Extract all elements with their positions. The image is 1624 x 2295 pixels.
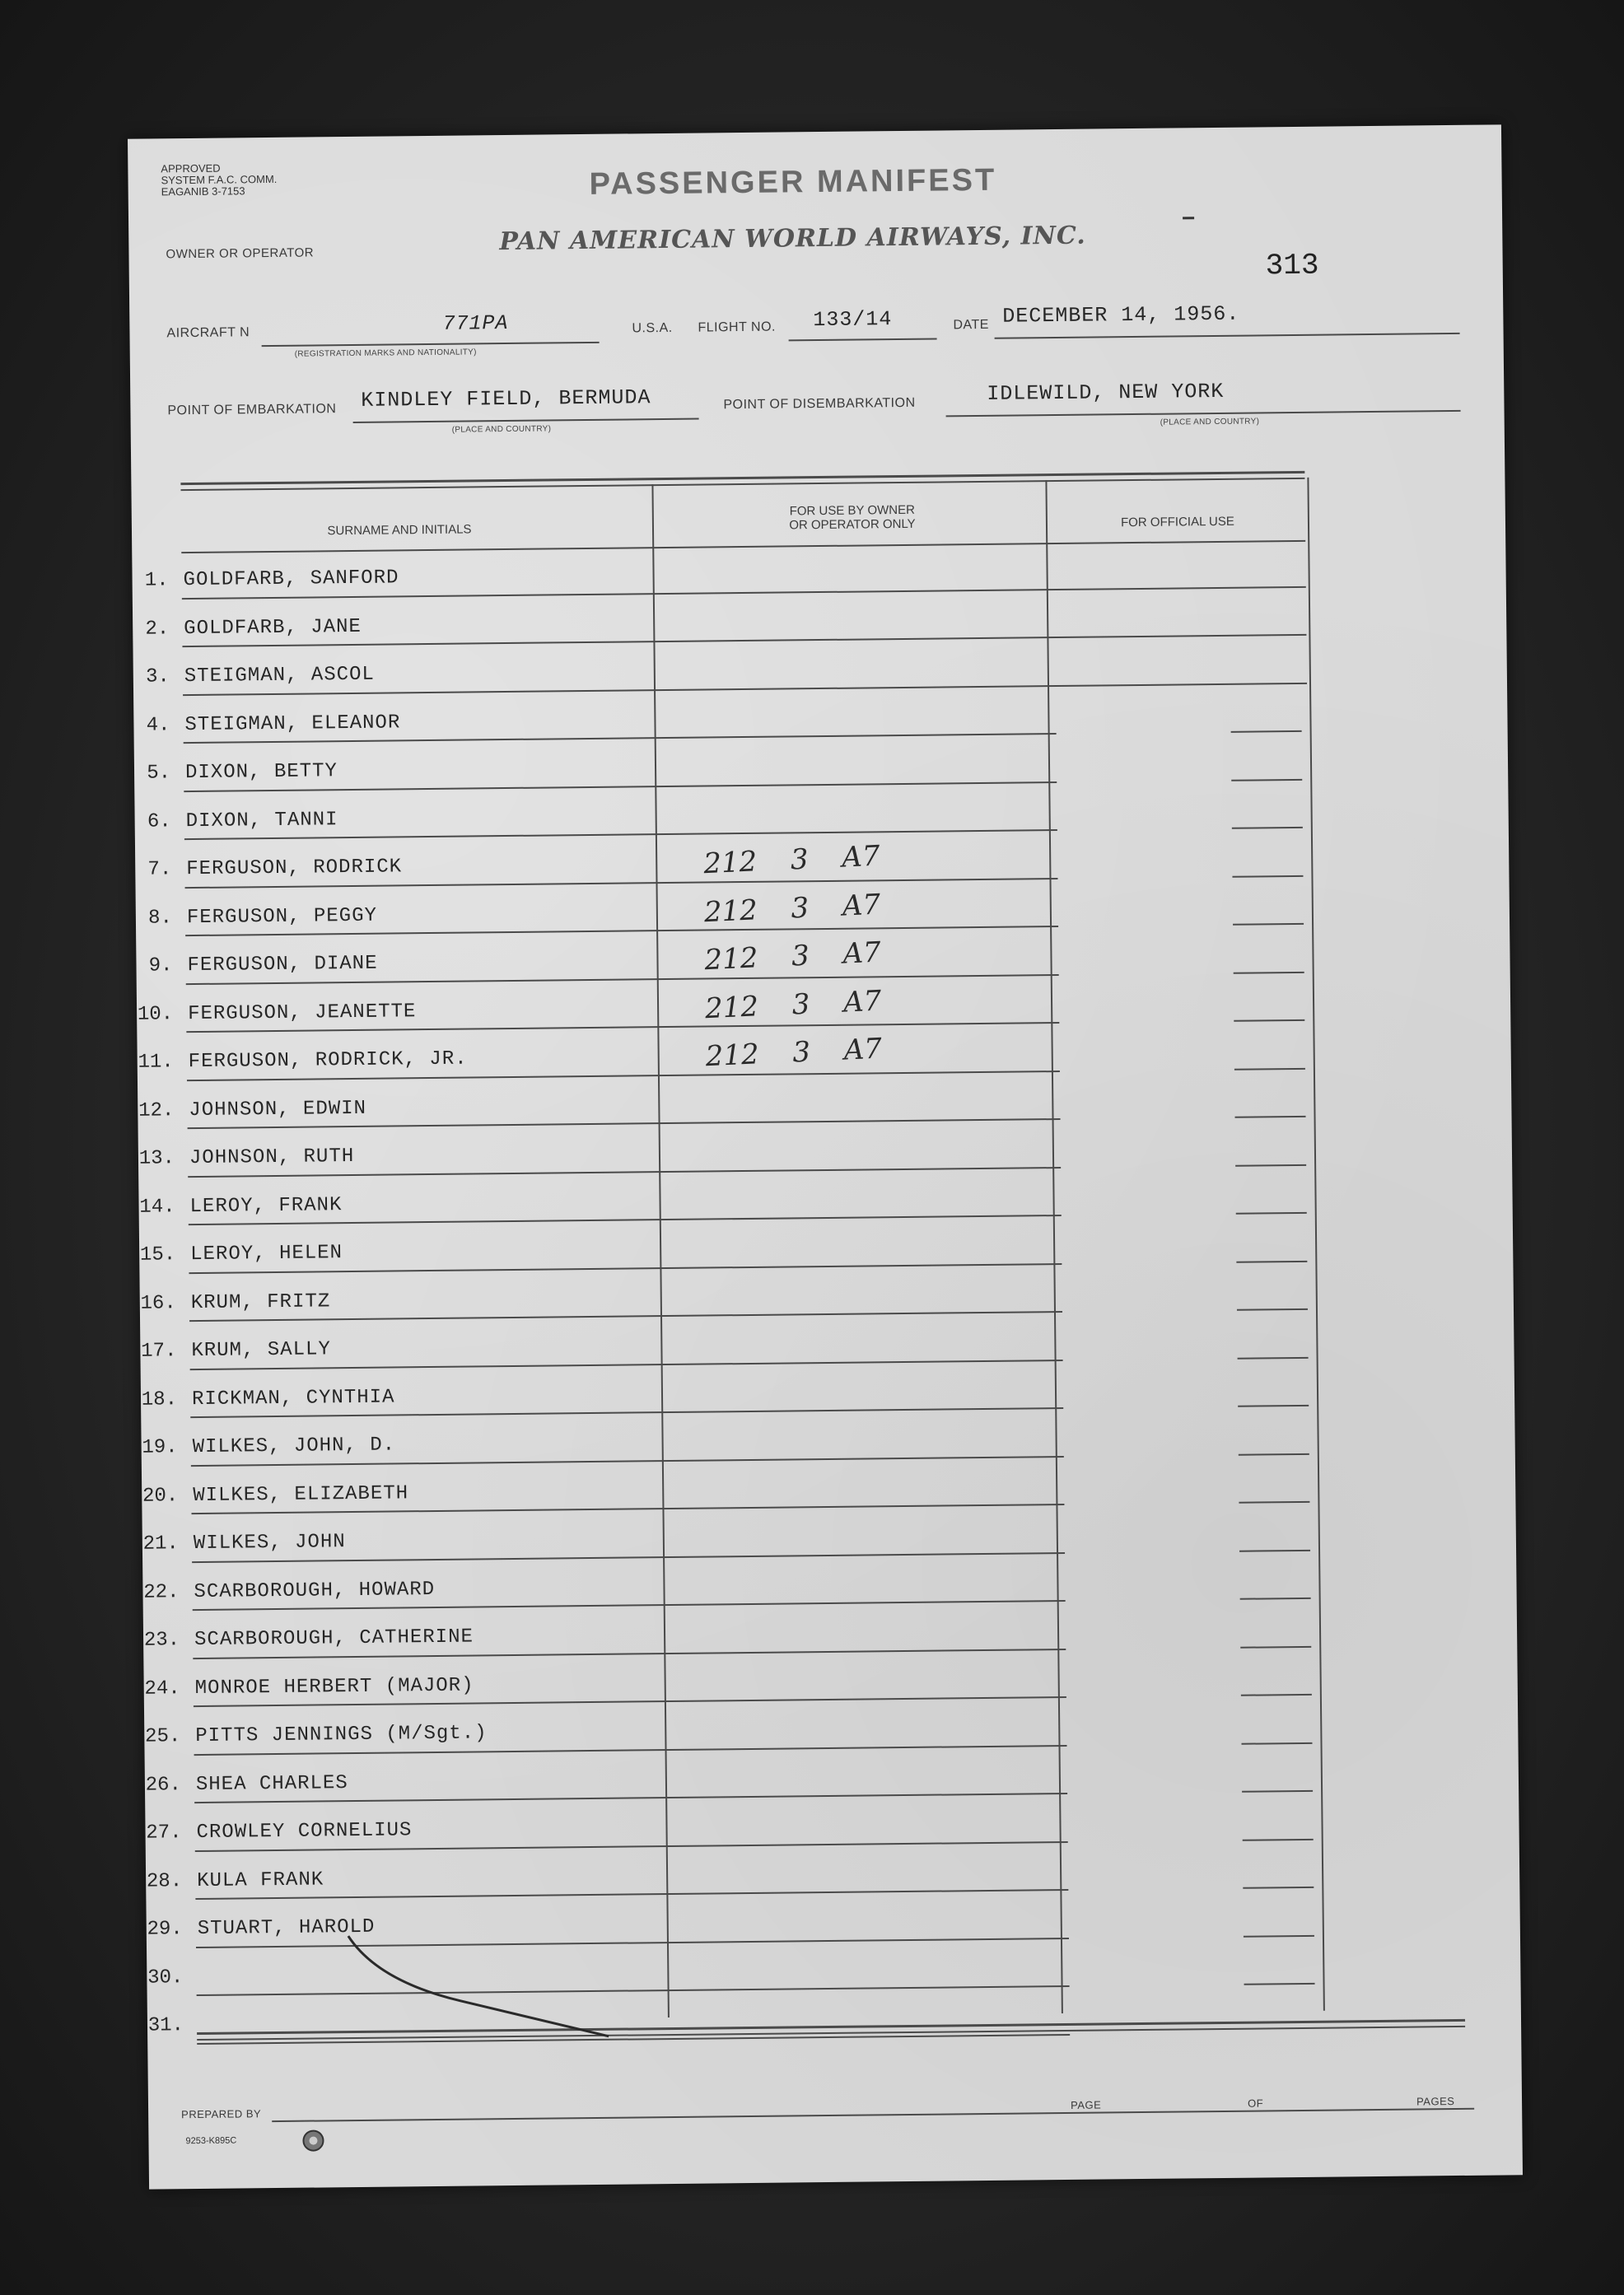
row-number: 25. <box>144 1725 181 1748</box>
official-use-dash <box>1234 1019 1304 1022</box>
passenger-name: FERGUSON, PEGGY <box>186 904 378 929</box>
column-divider <box>1307 478 1324 2011</box>
column-divider <box>1045 480 1062 2013</box>
row-number: 5. <box>147 762 171 785</box>
row-rule <box>189 1311 1062 1322</box>
date-label: DATE <box>953 317 990 333</box>
row-number: 10. <box>137 1002 174 1026</box>
prepared-label: PREPARED BY <box>181 2107 262 2121</box>
operator-note: 212 3 A7 <box>704 1032 883 1074</box>
official-use-dash <box>1238 1356 1309 1359</box>
aircraft-underline <box>262 342 600 347</box>
row-rule <box>192 1551 1065 1562</box>
row-number: 14. <box>139 1195 175 1219</box>
row-rule <box>194 1696 1066 1707</box>
pages-label: PAGES <box>1416 2095 1455 2108</box>
official-use-dash <box>1235 1116 1306 1118</box>
operator-note: 212 3 A7 <box>703 888 881 929</box>
row-rule <box>185 926 1058 936</box>
row-number: 24. <box>144 1677 180 1700</box>
embark-sublabel: (PLACE AND COUNTRY) <box>451 424 552 435</box>
official-use-dash <box>1232 875 1303 877</box>
passenger-name: WILKES, JOHN <box>193 1531 346 1556</box>
row-rule <box>193 1600 1066 1611</box>
row-rule <box>190 1407 1063 1418</box>
embark-value: KINDLEY FIELD, BERMUDA <box>361 385 651 413</box>
row-rule <box>194 1793 1067 1803</box>
official-use-dash <box>1244 1983 1315 1985</box>
column-divider <box>651 484 669 2017</box>
row-rule <box>184 829 1057 840</box>
official-use-dash <box>1240 1598 1311 1600</box>
page-label: PAGE <box>1070 2098 1102 2111</box>
row-number: 7. <box>147 858 172 881</box>
passenger-name: DIXON, TANNI <box>185 808 338 833</box>
cancellation-stroke <box>344 1929 617 2047</box>
official-use-dash <box>1235 1164 1306 1166</box>
form-code: 9253-K895C <box>185 2135 237 2147</box>
passenger-name: STEIGMAN, ELEANOR <box>184 711 401 736</box>
passenger-name: STUART, HAROLD <box>197 1915 376 1941</box>
row-number: 22. <box>143 1580 180 1604</box>
row-number: 11. <box>138 1051 174 1074</box>
operator-note: 212 3 A7 <box>703 935 882 977</box>
row-number: 18. <box>141 1388 178 1411</box>
header-surname: SURNAME AND INITIALS <box>327 522 472 539</box>
passenger-name: CROWLEY CORNELIUS <box>196 1819 413 1845</box>
official-use-dash <box>1243 1887 1314 1889</box>
row-number: 26. <box>145 1773 182 1797</box>
row-rule <box>184 781 1057 792</box>
passenger-name: MONROE HERBERT (MAJOR) <box>194 1674 474 1700</box>
passenger-name: WILKES, ELIZABETH <box>193 1481 409 1507</box>
passenger-name: KRUM, SALLY <box>191 1338 331 1363</box>
row-rule <box>196 1937 1069 1947</box>
row-number: 4. <box>146 713 170 737</box>
row-number: 19. <box>142 1436 178 1459</box>
row-number: 30. <box>147 1966 184 1989</box>
row-rule <box>195 1889 1068 1900</box>
owner-label: OWNER OR OPERATOR <box>166 245 315 262</box>
page-number: 313 <box>1265 248 1319 283</box>
embark-underline <box>353 418 699 423</box>
of-label: OF <box>1247 2097 1264 2110</box>
row-rule <box>187 1071 1060 1081</box>
flight-value: 133/14 <box>813 307 893 333</box>
cancellation-path <box>348 1933 609 2039</box>
passenger-name: FERGUSON, DIANE <box>187 952 378 977</box>
usa-label: U.S.A. <box>632 320 673 336</box>
row-number: 6. <box>147 809 171 833</box>
official-use-dash <box>1232 827 1303 829</box>
row-rule <box>185 878 1058 889</box>
passenger-name: RICKMAN, CYNTHIA <box>191 1385 395 1411</box>
official-use-dash <box>1233 923 1304 926</box>
passenger-name: GOLDFARB, JANE <box>184 615 362 640</box>
official-use-dash <box>1241 1742 1312 1744</box>
header-owner <box>659 501 1046 534</box>
row-number: 17. <box>141 1340 177 1363</box>
passenger-name: FERGUSON, JEANETTE <box>187 1000 417 1025</box>
row-rule <box>191 1455 1064 1466</box>
row-number: 28. <box>146 1869 183 1893</box>
official-use-dash <box>1244 1934 1314 1937</box>
passenger-name: KRUM, FRITZ <box>190 1290 331 1314</box>
row-rule <box>190 1359 1063 1369</box>
row-rule <box>188 1118 1061 1129</box>
operator-note: 212 3 A7 <box>704 984 883 1025</box>
disembark-underline <box>946 410 1461 417</box>
official-use-dash <box>1239 1453 1309 1455</box>
row-number: 15. <box>139 1243 176 1266</box>
passenger-name: SHEA CHARLES <box>195 1771 348 1796</box>
official-use-dash <box>1239 1501 1309 1504</box>
official-use-dash <box>1236 1212 1307 1215</box>
row-rule <box>188 1167 1061 1178</box>
aircraft-sublabel: (REGISTRATION MARKS AND NATIONALITY) <box>294 348 477 359</box>
row-number: 1. <box>144 569 169 592</box>
passenger-name: DIXON, BETTY <box>184 760 338 785</box>
approval-line: APPROVED <box>161 161 221 175</box>
row-number: 23. <box>143 1629 180 1652</box>
passenger-name: KULA FRANK <box>197 1868 324 1892</box>
row-rule <box>184 733 1057 744</box>
row-number: 3. <box>145 665 170 688</box>
passenger-name: WILKES, JOHN, D. <box>192 1434 396 1459</box>
date-value: DECEMBER 14, 1956. <box>1002 301 1240 329</box>
approval-line: EAGANIB 3-7153 <box>161 184 245 198</box>
row-number: 21. <box>142 1532 180 1556</box>
official-use-dash <box>1242 1790 1313 1793</box>
row-number: 13. <box>138 1147 175 1170</box>
header-owner-line: OR OPERATOR ONLY <box>789 516 916 533</box>
table-top-rule-inner <box>180 478 1304 491</box>
official-use-dash <box>1231 730 1302 733</box>
row-number: 16. <box>140 1291 176 1315</box>
manifest-sheet <box>128 124 1523 2189</box>
document-title: PASSENGER MANIFEST <box>589 162 997 202</box>
union-bug-icon <box>301 2128 325 2153</box>
flight-underline <box>789 338 937 342</box>
passenger-name: LEROY, FRANK <box>189 1193 343 1218</box>
operator-note: 212 3 A7 <box>702 839 881 881</box>
official-use-dash <box>1231 778 1302 781</box>
official-use-dash <box>1236 1260 1307 1262</box>
row-number: 31. <box>147 2014 184 2037</box>
official-use-dash <box>1240 1645 1311 1648</box>
passenger-name: STEIGMAN, ASCOL <box>184 663 376 688</box>
row-rule <box>189 1215 1062 1225</box>
row-rule <box>194 1744 1067 1755</box>
row-number: 20. <box>142 1484 179 1508</box>
header-bottom-rule <box>181 540 1305 553</box>
official-use-dash <box>1237 1308 1308 1311</box>
row-rule <box>195 1840 1068 1851</box>
passenger-name: PITTS JENNINGS (M/Sgt.) <box>195 1722 488 1748</box>
embark-label: POINT OF EMBARKATION <box>167 402 337 418</box>
official-use-dash <box>1243 1838 1314 1840</box>
passenger-name: GOLDFARB, SANFORD <box>183 567 399 592</box>
passenger-name: LEROY, HELEN <box>190 1242 343 1266</box>
row-number: 29. <box>147 1918 183 1941</box>
company-name: PAN AMERICAN WORLD AIRWAYS, INC. <box>499 221 1086 257</box>
row-rule <box>189 1262 1062 1273</box>
official-use-dash <box>1241 1694 1312 1696</box>
official-use-dash <box>1234 971 1304 973</box>
passenger-name: FERGUSON, RODRICK <box>186 856 403 881</box>
row-rule <box>191 1504 1064 1514</box>
row-number: 2. <box>145 617 170 641</box>
row-rule <box>197 1985 1070 1996</box>
row-number: 9. <box>148 954 173 977</box>
row-number: 27. <box>146 1822 182 1845</box>
footer-rule <box>272 2108 1474 2122</box>
passenger-name: FERGUSON, RODRICK, JR. <box>188 1047 468 1074</box>
aircraft-value: 771PA <box>442 310 509 336</box>
passenger-name: JOHNSON, EDWIN <box>189 1097 367 1122</box>
date-underline <box>995 333 1460 339</box>
disembark-sublabel: (PLACE AND COUNTRY) <box>1160 417 1260 427</box>
disembark-label: POINT OF DISEMBARKATION <box>723 395 916 413</box>
official-use-dash <box>1238 1405 1309 1407</box>
official-use-dash <box>1239 1549 1310 1551</box>
row-rule <box>193 1648 1066 1658</box>
passenger-name: SCARBOROUGH, CATHERINE <box>194 1626 474 1652</box>
approval-stamp <box>161 162 277 198</box>
row-rule <box>186 974 1059 985</box>
passenger-name: SCARBOROUGH, HOWARD <box>194 1578 436 1603</box>
row-number: 12. <box>138 1099 175 1122</box>
aircraft-label: AIRCRAFT N <box>166 325 250 341</box>
flight-label: FLIGHT NO. <box>698 320 777 335</box>
approval-line: SYSTEM F.A.C. COMM. <box>161 172 278 187</box>
dash-mark <box>1183 217 1194 219</box>
passenger-name: JOHNSON, RUTH <box>189 1145 355 1170</box>
row-rule <box>186 1022 1059 1033</box>
header-owner-line: FOR USE BY OWNER <box>789 502 915 519</box>
row-number: 8. <box>147 906 173 930</box>
header-official: FOR OFFICIAL USE <box>1120 514 1234 530</box>
official-use-dash <box>1234 1067 1305 1070</box>
disembark-value: IDLEWILD, NEW YORK <box>987 379 1225 406</box>
